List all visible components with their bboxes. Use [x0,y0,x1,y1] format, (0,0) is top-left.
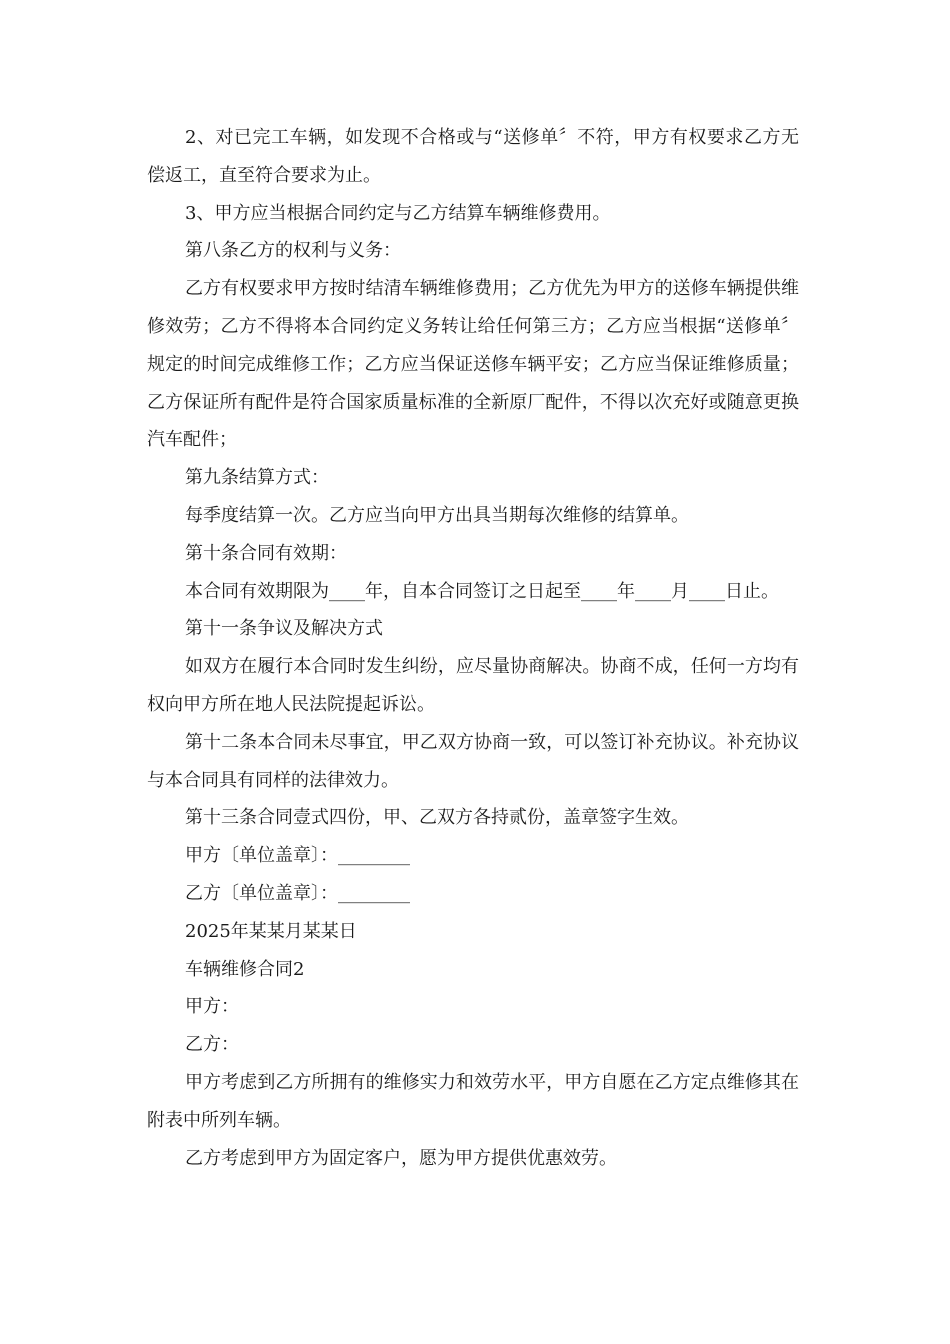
article-10-heading: 第十条合同有效期： [185,542,347,564]
party-b-label: 乙方： [185,1034,239,1056]
article-11-heading: 第十一条争议及解决方式 [185,618,383,640]
article-13: 第十三条合同壹式四份，甲、乙双方各持贰份，盖章签字生效。 [185,807,689,829]
article-8-body: 乙方有权要求甲方按时结清车辆维修费用；乙方优先为甲方的送修车辆提供维修效劳；乙方不得将本合同约定义务转让给任何第三方；乙方应当根据“送修单〞规定的时间完成维修工作；乙方应当保证送修车辆平安；乙方应当保证维修质量；乙方保证所有配件是符合国家质量标准的全新原厂配件，不得以次充好或随意更换汽车配件； [147,278,799,451]
article-9-heading: 第九条结算方式： [185,467,329,489]
preamble-party-b: 乙方考虑到甲方为固定客户，愿为甲方提供优惠效劳。 [185,1147,617,1169]
article-12: 第十二条本合同未尽事宜，甲乙双方协商一致，可以签订补充协议。补充协议与本合同具有同样的法律效力。 [147,731,799,791]
article-8-heading: 第八条乙方的权利与义务： [185,240,401,262]
signing-date: 2025年某某月某某日 [185,920,357,942]
preamble-party-a: 甲方考虑到乙方所拥有的维修实力和效劳水平，甲方自愿在乙方定点维修其在附表中所列车辆。 [147,1071,799,1131]
party-b-seal-line: 乙方〔单位盖章〕：________ [185,882,410,904]
document-body [147,119,799,1177]
article-11-body: 如双方在履行本合同时发生纠纷，应尽量协商解决。协商不成，任何一方均有权向甲方所在地人民法院提起诉讼。 [147,656,799,715]
clause-rework: 2、对已完工车辆，如发现不合格或与“送修单〞不符，甲方有权要求乙方无偿返工，直至符合要求为止。 [147,127,799,186]
contract-2-title: 车辆维修合同2 [185,958,305,980]
clause-settlement-obligation: 3、甲方应当根据合同约定与乙方结算车辆维修费用。 [185,202,611,224]
article-10-body: 本合同有效期限为____年，自本合同签订之日起至____年____月____日止。 [185,580,779,602]
party-a-seal-line: 甲方〔单位盖章〕：________ [185,845,410,867]
article-9-body: 每季度结算一次。乙方应当向甲方出具当期每次维修的结算单。 [185,504,689,526]
party-a-label: 甲方： [185,996,239,1018]
